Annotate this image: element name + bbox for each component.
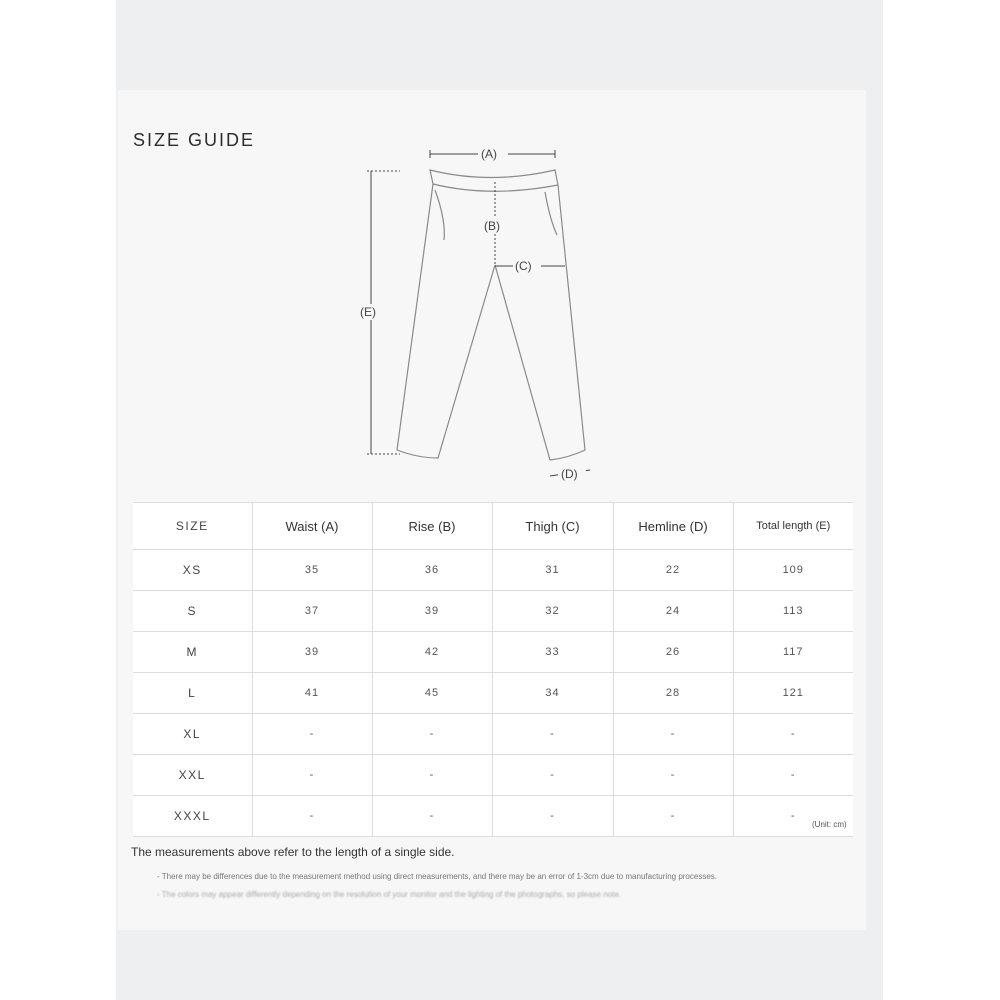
- header-waist: Waist (A): [252, 503, 372, 550]
- cell-size: M: [133, 632, 252, 673]
- cell-waist: 35: [252, 550, 372, 591]
- cell-total-length: 113: [733, 591, 853, 632]
- cell-thigh: 34: [492, 673, 613, 714]
- cell-total-length: -: [733, 796, 853, 837]
- cell-rise: -: [372, 755, 492, 796]
- cell-thigh: 33: [492, 632, 613, 673]
- cell-waist: -: [252, 714, 372, 755]
- table-header-row: [133, 503, 853, 550]
- cell-thigh: 31: [492, 550, 613, 591]
- cell-hemline: 24: [613, 591, 733, 632]
- cell-total-length: -: [733, 714, 853, 755]
- table-row: [133, 714, 853, 755]
- header-size: SIZE: [133, 503, 252, 550]
- cell-hemline: 26: [613, 632, 733, 673]
- cell-waist: -: [252, 796, 372, 837]
- cell-thigh: 32: [492, 591, 613, 632]
- pants-right-leg: [495, 185, 585, 460]
- label-e: (E): [360, 305, 376, 319]
- cell-rise: 36: [372, 550, 492, 591]
- cell-total-length: 117: [733, 632, 853, 673]
- cell-total-length: 121: [733, 673, 853, 714]
- disclaimer-line: [131, 890, 621, 899]
- cell-rise: 45: [372, 673, 492, 714]
- cell-total-length: 109: [733, 550, 853, 591]
- disclaimer-line: [131, 872, 717, 881]
- header-hemline: Hemline (D): [613, 503, 733, 550]
- measurement-note: The measurements above refer to the length of a single side.: [131, 845, 455, 859]
- cell-hemline: -: [613, 755, 733, 796]
- header-total-length: Total length (E): [733, 503, 853, 550]
- table-row: [133, 673, 853, 714]
- cell-size: XXL: [133, 755, 252, 796]
- pants-right-pocket: [545, 192, 557, 235]
- table-row: [133, 632, 853, 673]
- cell-rise: 39: [372, 591, 492, 632]
- cell-size: XL: [133, 714, 252, 755]
- size-table: [133, 502, 853, 837]
- cell-thigh: -: [492, 755, 613, 796]
- cell-hemline: 22: [613, 550, 733, 591]
- disclaimer-text: - The colors may appear differently depending on the resolution of your monitor and the lighting of the photographs, so please note.: [157, 890, 622, 899]
- label-a: (A): [481, 147, 497, 161]
- cell-size: S: [133, 591, 252, 632]
- cell-hemline: -: [613, 796, 733, 837]
- cell-waist: -: [252, 755, 372, 796]
- pants-left-pocket: [435, 190, 444, 240]
- cell-thigh: -: [492, 796, 613, 837]
- table-row: [133, 550, 853, 591]
- cell-waist: 37: [252, 591, 372, 632]
- cell-size: XS: [133, 550, 252, 591]
- disclaimer-text: - There may be differences due to the measurement method using direct measurements, and there may be an error of 1-3cm due to manufacturing processes.: [157, 872, 717, 881]
- table-row: [133, 755, 853, 796]
- cell-total-length: -: [733, 755, 853, 796]
- table-row: [133, 591, 853, 632]
- cell-waist: 39: [252, 632, 372, 673]
- cell-size: XXXL: [133, 796, 252, 837]
- pants-diagram: [350, 140, 620, 490]
- header-thigh: Thigh (C): [492, 503, 613, 550]
- label-d: (D): [561, 467, 578, 481]
- cell-rise: -: [372, 796, 492, 837]
- unit-note: (Unit: cm): [812, 820, 847, 829]
- table-row: [133, 796, 853, 837]
- label-c: (C): [515, 259, 532, 273]
- cell-waist: 41: [252, 673, 372, 714]
- cell-hemline: -: [613, 714, 733, 755]
- cell-thigh: -: [492, 714, 613, 755]
- cell-rise: 42: [372, 632, 492, 673]
- cell-size: L: [133, 673, 252, 714]
- pants-left-leg: [397, 184, 495, 458]
- pants-outline: [430, 170, 558, 191]
- page-title: SIZE GUIDE: [133, 130, 256, 151]
- label-b: (B): [484, 219, 500, 233]
- cell-hemline: 28: [613, 673, 733, 714]
- cell-rise: -: [372, 714, 492, 755]
- header-rise: Rise (B): [372, 503, 492, 550]
